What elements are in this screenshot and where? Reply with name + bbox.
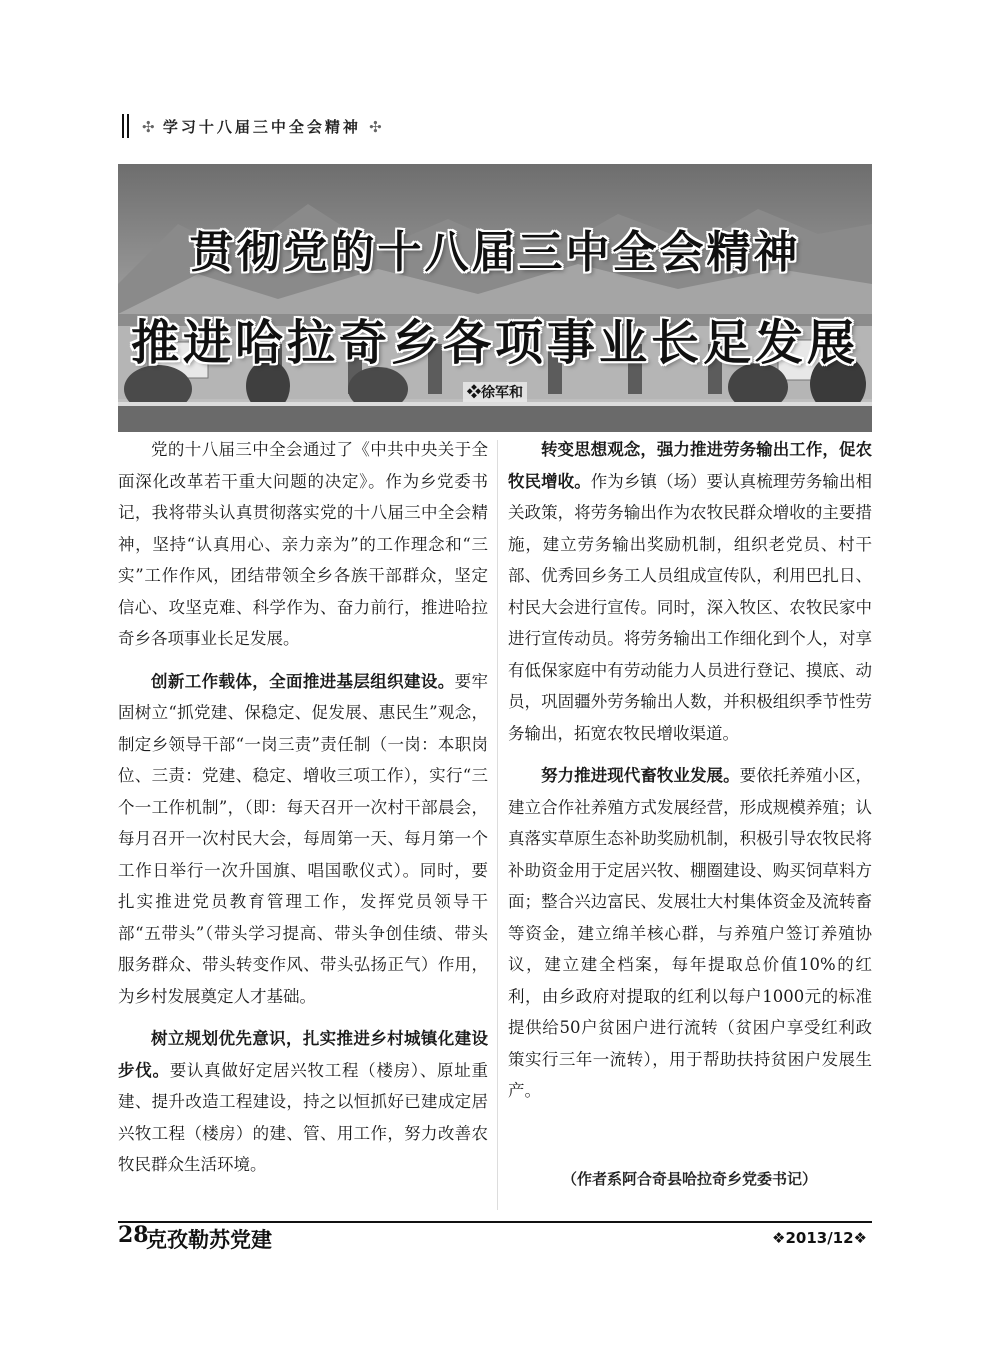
paragraph: 党的十八届三中全会通过了《中共中央关于全面深化改革若干重大问题的决定》。作为乡党委书记，我将带头认真贯彻落实党的十八届三中全会精神，坚持“认真用心、亲力亲为”的工作理念和“三实”工作作风，团结带领全乡各族干部群众，坚定信心、攻坚克难、科学作为、奋力前行，推进哈拉奇乡各项事业长足发展。: [118, 440, 488, 648]
article-title-line1: 贯彻党的十八届三中全会精神: [189, 227, 801, 278]
banner-photo: [118, 164, 872, 432]
paragraph-lead: 创新工作载体，全面推进基层组织建设。: [151, 671, 455, 691]
paragraph: [508, 760, 872, 1107]
paragraph-lead: 树立规划优先意识，扎实推进乡村城镇化建设步伐。: [118, 1029, 488, 1080]
section-label: [142, 116, 382, 137]
ornament-icon: ✣: [369, 118, 382, 136]
paragraph-body: 要牢固树立“抓党建、保稳定、促发展、惠民生”观念，制定乡领导干部“一岗三责”责任制（一岗：本职岗位、三责：党建、稳定、增收三项工作），实行“三个一工作机制”，（即：每天召开一次村干部晨会，每月召开一次村民大会，每周第一天、每月第一个工作日举行一次升国旗、唱国歌仪式）。同时，要扎实推进党员教育管理工作，发挥党员领导干部“五带头”（带头学习提高、带头争创佳绩、带头服务群众、带头转变作风、带头弘扬正气）作用，为乡村发展奠定人才基础。: [118, 671, 489, 1006]
paragraph: [118, 1023, 488, 1181]
article-column-left: [118, 434, 488, 1192]
paragraph: [508, 434, 872, 749]
page-number: 28: [118, 1222, 149, 1248]
paragraph-lead: 努力推进现代畜牧业发展。: [541, 766, 740, 785]
magazine-name: 克孜勒苏党建: [146, 1228, 272, 1252]
ornament-icon: ✣: [142, 118, 155, 136]
paragraph: [118, 666, 488, 1013]
paragraph-body: 作为乡镇（场）要认真梳理劳务输出相关政策，将劳务输出作为农牧民群众增收的主要措施，建立劳务输出奖励机制，组织老党员、村干部、优秀回乡务工人员组成宣传队，利用巴扎日、村民大会进行宣传。同时，深入牧区、农牧民家中进行宣传动员。将劳务输出工作细化到个人，对享有低保家庭中有劳动能力人员进行登记、摸底、动员，巩固疆外劳务输出人数，并积极组织季节性劳务输出，拓宽农牧民增收渠道。: [508, 471, 873, 743]
column-divider: [497, 440, 498, 1210]
article-title-line2: 推进哈拉奇乡各项事业长足发展: [130, 315, 859, 371]
paragraph-lead: 转变思想观念，强力推进劳务输出工作，促农牧民增收。: [508, 440, 872, 491]
issue-date: ❖2013/12❖: [772, 1229, 867, 1247]
author-note: （作者系阿合奇县哈拉奇乡党委书记）: [562, 1170, 818, 1188]
article-column-right: [508, 434, 872, 1118]
paragraph-body: 要依托养殖小区，建立合作社养殖方式发展经营，形成规模养殖；认真落实草原生态补助奖励机制，积极引导农牧民将补助资金用于定居兴牧、棚圈建设、购买饲草料方面；整合兴边富民、发展壮大村集体资金及流转畜等资金，建立绵羊核心群，与养殖户签订养殖协议，建立建全档案，每年提取总价值10%的红利，由乡政府对提取的红利以每户1000元的标准提供给50户贫困户进行流转（贫困户享受红利政策实行三年一流转），用于帮助扶持贫困户发展生产。: [508, 766, 873, 1100]
footer-rule: [118, 1221, 872, 1223]
header-bar-marks: [122, 114, 130, 138]
author-byline: ❖徐军和: [463, 382, 527, 402]
section-title: 学习十八届三中全会精神: [162, 118, 361, 136]
paragraph-body: 要认真做好定居兴牧工程（楼房）、原址重建、提升改造工程建设，持之以恒抓好已建成定居兴牧工程（楼房）的建、管、用工作，努力改善农牧民群众生活环境。: [118, 1060, 489, 1174]
